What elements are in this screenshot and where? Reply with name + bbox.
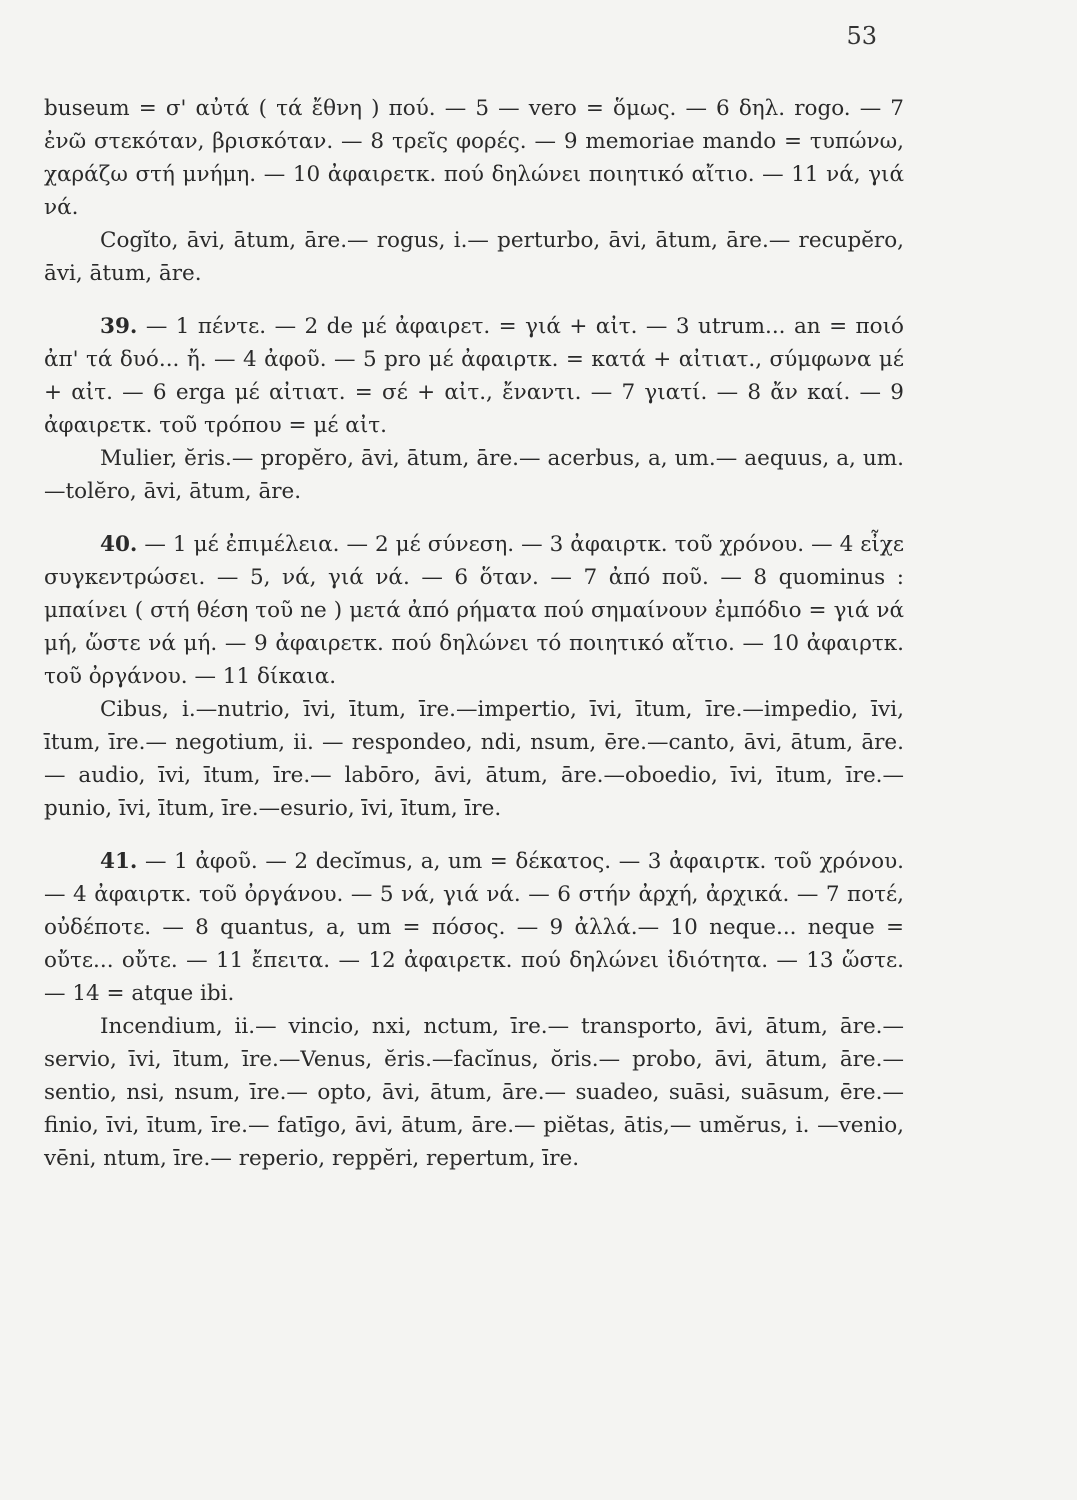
section-39 (44, 310, 904, 442)
vocabulary-paragraph: Cibus, i.—nutrio, īvi, ītum, īre.—impertio, īvi, ītum, īre.—impedio, īvi, ītum, īre.— negotium, ii. — respondeo, ndi, nsum, ēre.—canto, āvi, ātum, āre.— audio, īvi, ītum, īre.— labōro, āvi, ātum, āre.—oboedio, īvi, ītum, īre.—punio, īvi, ītum, īre.—esurio, īvi, ītum, īre. (44, 697, 904, 821)
section-notes: — 1 πέντε. — 2 de μέ ἀφαιρετ. = γιά + αἰτ. — 3 utrum... an = ποιό ἀπ' τά δυό... ἤ. — 4 ἀφοῦ. — 5 pro μέ ἀφαιρτκ. = κατά + αἰτιατ., σύμφωνα μέ + αἰτ. — 6 erga μέ αἰτιατ. = σέ + αἰτ., ἔναντι. — 7 γιατί. — 8 ἄν καί. — 9 ἀφαιρετκ. τοῦ τρόπου = μέ αἰτ. (44, 314, 904, 438)
vocabulary-paragraph: Mulier, ĕris.— propĕro, āvi, ātum, āre.— acerbus, a, um.— aequus, a, um.—tolĕro, āvi, ātum, āre. (44, 446, 904, 504)
section-number: 40. (100, 532, 138, 557)
notes-paragraph: buseum = σ' αὐτά ( τά ἔθνη ) πού. — 5 — vero = ὅμως. — 6 δηλ. rogo. — 7 ἐνῶ στεκόταν, βρισκόταν. — 8 τρεῖς φορές. — 9 memoriae mando = τυπώνω, χαράζω στή μνήμη. — 10 ἀφαιρετκ. πού δηλώνει ποιητικό αἴτιο. — 11 νά, γιά νά. (44, 96, 904, 220)
section-number: 41. (100, 849, 138, 874)
section-number: 39. (100, 314, 138, 339)
page-number: 53 (846, 22, 877, 50)
page-body (44, 92, 904, 1175)
vocabulary-paragraph: Incendium, ii.— vincio, nxi, nctum, īre.— transporto, āvi, ātum, āre.— servio, īvi, ītum, īre.—Venus, ĕris.—facĭnus, ŏris.— probo, āvi, ātum, āre.—sentio, nsi, nsum, īre.— opto, āvi, ātum, āre.— suadeo, suāsi, suāsum, ēre.— finio, īvi, ītum, īre.— fatīgo, āvi, ātum, āre.— piĕtas, ātis,— umĕrus, i. —venio, vēni, ntum, īre.— reperio, reppĕri, repertum, īre. (44, 1014, 904, 1171)
section-41 (44, 845, 904, 1010)
section-notes: — 1 μέ ἐπιμέλεια. — 2 μέ σύνεση. — 3 ἀφαιρτκ. τοῦ χρόνου. — 4 εἶχε συγκεντρώσει. — 5, νά, γιά νά. — 6 ὅταν. — 7 ἀπό ποῦ. — 8 quominus : μπαίνει ( στή θέση τοῦ ne ) μετά ἀπό ρήματα πού σημαίνουν ἐμπόδιο = γιά νά μή, ὥστε νά μή. — 9 ἀφαιρετκ. πού δηλώνει τό ποιητικό αἴτιο. — 10 ἀφαιρτκ. τοῦ ὀργάνου. — 11 δίκαια. (44, 532, 904, 689)
section-40 (44, 528, 904, 693)
vocabulary-paragraph: Cogĭto, āvi, ātum, āre.— rogus, i.— perturbo, āvi, ātum, āre.— recupĕro, āvi, ātum, āre. (44, 228, 904, 286)
section-notes: — 1 ἀφοῦ. — 2 decĭmus, a, um = δέκατος. — 3 ἀφαιρτκ. τοῦ χρόνου. — 4 ἀφαιρτκ. τοῦ ὀργάνου. — 5 νά, γιά νά. — 6 στήν ἀρχή, ἀρχικά. — 7 ποτέ, οὐδέποτε. — 8 quantus, a, um = πόσος. — 9 ἀλλά.— 10 neque... neque = οὔτε... οὔτε. — 11 ἔπειτα. — 12 ἀφαιρετκ. πού δηλώνει ἰδιότητα. — 13 ὥστε. — 14 = atque ibi. (44, 849, 904, 1006)
